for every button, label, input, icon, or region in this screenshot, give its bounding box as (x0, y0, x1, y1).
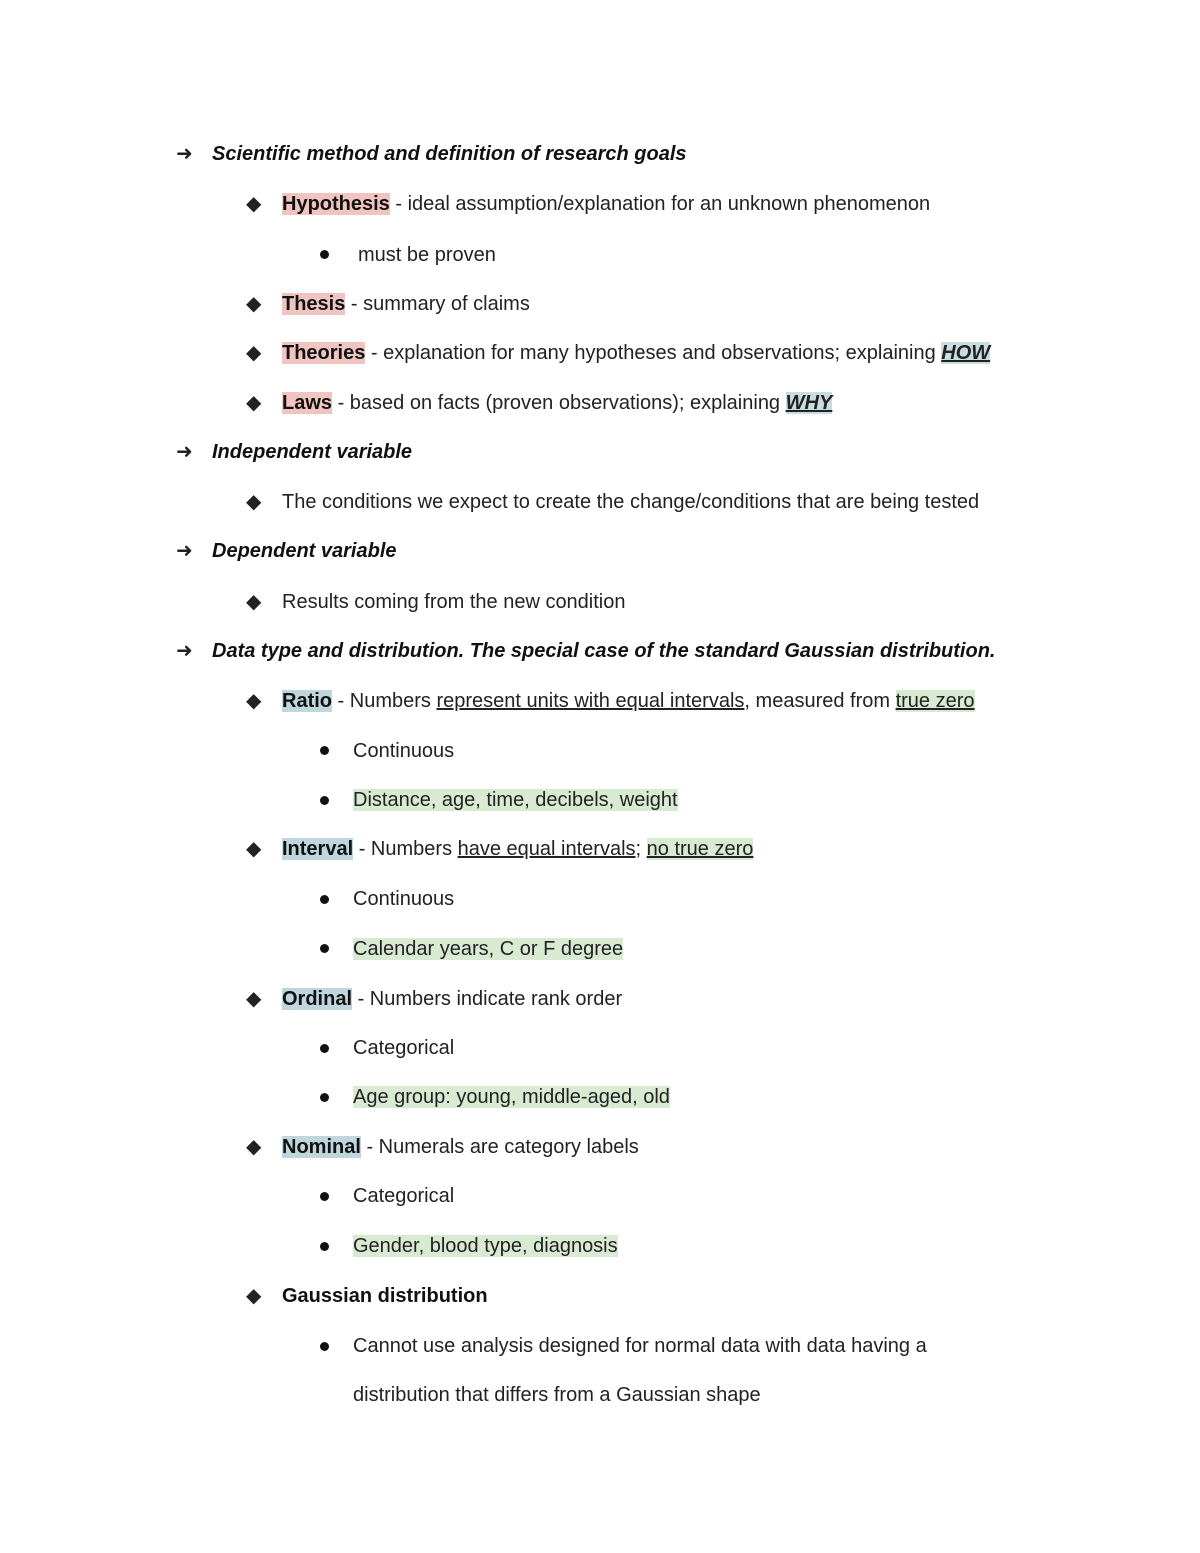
sub-interval-continuous: Continuous (353, 888, 455, 910)
item-laws: Laws - based on facts (proven observations); explaining WHY (282, 392, 833, 414)
item-nominal: Nominal - Numerals are category labels (282, 1136, 639, 1158)
dot-icon (320, 250, 329, 259)
section-heading-data-type: Data type and distribution. The special case of the standard Gaussian distribution. (212, 640, 996, 662)
sub-ratio-continuous: Continuous (353, 740, 455, 762)
sub-nominal-categorical: Categorical (353, 1185, 455, 1207)
diamond-icon: ◆ (246, 591, 262, 613)
diamond-icon: ◆ (246, 392, 262, 414)
dot-icon (320, 944, 329, 953)
diamond-icon: ◆ (246, 193, 262, 215)
item-ratio: Ratio - Numbers represent units with equal intervals, measured from true zero (282, 690, 975, 712)
dot-icon (320, 895, 329, 904)
item-hypothesis: Hypothesis - ideal assumption/explanation for an unknown phenomenon (282, 193, 931, 215)
dot-icon (320, 1192, 329, 1201)
item-interval: Interval - Numbers have equal intervals; no true zero (282, 838, 754, 860)
term-gaussian: Gaussian distribution (282, 1285, 488, 1307)
item-independent-desc: The conditions we expect to create the change/conditions that are being tested (282, 491, 980, 513)
dot-icon (320, 1242, 329, 1251)
dot-icon (320, 746, 329, 755)
dot-icon (320, 796, 329, 805)
emph-why: WHY (785, 392, 833, 414)
item-theories: Theories - explanation for many hypotheses and observations; explaining HOW (282, 342, 991, 364)
diamond-icon: ◆ (246, 342, 262, 364)
diamond-icon: ◆ (246, 1285, 262, 1307)
arrow-right-icon: ➜ (176, 143, 193, 165)
diamond-icon: ◆ (246, 988, 262, 1010)
arrow-right-icon: ➜ (176, 441, 193, 463)
term-ordinal: Ordinal (282, 988, 353, 1010)
section-heading-scientific-method: Scientific method and definition of research goals (212, 143, 687, 165)
term-ratio: Ratio (282, 690, 332, 712)
item-dependent-desc: Results coming from the new condition (282, 591, 626, 613)
term-theories: Theories (282, 342, 366, 364)
diamond-icon: ◆ (246, 491, 262, 513)
dot-icon (320, 1093, 329, 1102)
term-nominal: Nominal (282, 1136, 361, 1158)
sub-interval-examples: Calendar years, C or F degree (353, 938, 624, 960)
diamond-icon: ◆ (246, 1136, 262, 1158)
dot-icon (320, 1044, 329, 1053)
arrow-right-icon: ➜ (176, 540, 193, 562)
term-laws: Laws (282, 392, 333, 414)
emph-how: HOW (941, 342, 991, 364)
dot-icon (320, 1342, 329, 1351)
diamond-icon: ◆ (246, 838, 262, 860)
sub-gaussian-line1: Cannot use analysis designed for normal data with data having a (353, 1335, 927, 1357)
sub-ordinal-categorical: Categorical (353, 1037, 455, 1059)
section-heading-independent-variable: Independent variable (212, 441, 413, 463)
sub-nominal-examples: Gender, blood type, diagnosis (353, 1235, 618, 1257)
item-thesis: Thesis - summary of claims (282, 293, 530, 315)
sub-ordinal-examples: Age group: young, middle-aged, old (353, 1086, 670, 1108)
diamond-icon: ◆ (246, 690, 262, 712)
arrow-right-icon: ➜ (176, 640, 193, 662)
sub-must-be-proven: must be proven (358, 244, 496, 266)
item-gaussian (282, 1283, 488, 1309)
section-heading-dependent-variable: Dependent variable (212, 540, 397, 562)
sub-ratio-examples: Distance, age, time, decibels, weight (353, 789, 678, 811)
term-interval: Interval (282, 838, 354, 860)
term-thesis: Thesis (282, 293, 346, 315)
item-ordinal: Ordinal - Numbers indicate rank order (282, 988, 623, 1010)
term-hypothesis: Hypothesis (282, 193, 390, 215)
sub-gaussian-line2: distribution that differs from a Gaussian shape (353, 1384, 761, 1406)
diamond-icon: ◆ (246, 293, 262, 315)
